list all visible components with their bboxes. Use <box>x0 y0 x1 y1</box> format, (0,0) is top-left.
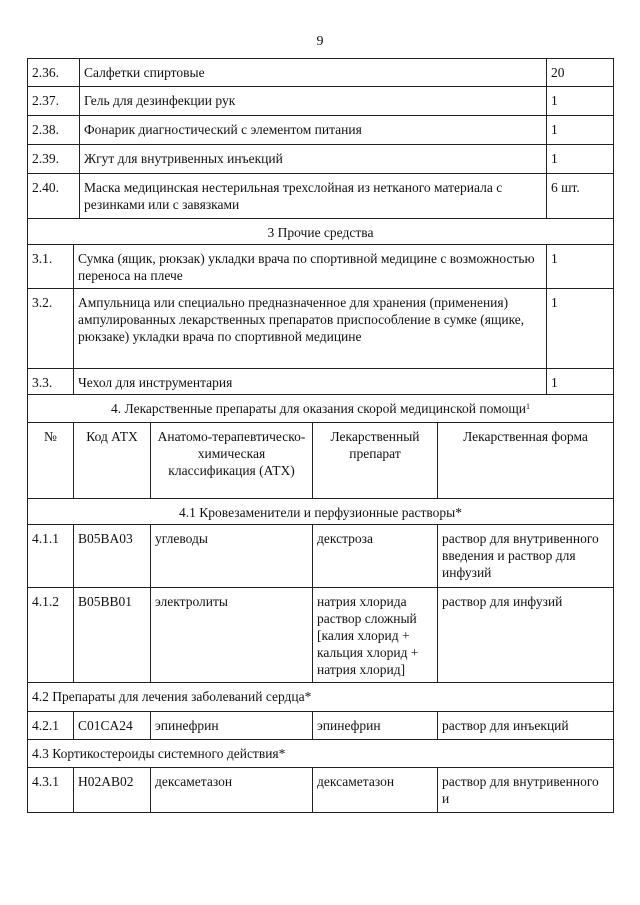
column-header-form: Лекарственная форма <box>437 423 613 498</box>
drug-name: декстроза <box>312 525 437 587</box>
item-number: 3.1. <box>32 251 53 266</box>
item-number: 2.37. <box>32 93 59 108</box>
item-name: Ампульница или специально предназначенное для хранения (применения) ампулированных лекарственных препаратов приспособление в сумке (ящике, рюкзаке) укладки врача по спортивной медицине <box>73 289 546 368</box>
item-name: Маска медицинская нестерильная трехслойная из нетканого материала с резинками или с завязками <box>79 174 546 218</box>
drug-form: раствор для инфузий <box>437 588 613 682</box>
subsection-title: 4.2 Препараты для лечения заболеваний сердца* <box>32 689 312 704</box>
drug-name: натрия хлорида раствор сложный [калия хлорид + кальция хлорид + натрия хлорид] <box>312 588 437 682</box>
drug-form: раствор для инъекций <box>437 712 613 739</box>
table-row <box>27 116 614 145</box>
item-number: 2.38. <box>32 122 59 137</box>
item-quantity: 1 <box>546 289 613 368</box>
atc-code: C01CA24 <box>73 712 150 739</box>
item-number: 2.39. <box>32 151 59 166</box>
column-header-drug: Лекарственный препарат <box>312 423 437 498</box>
table-row <box>27 58 614 87</box>
column-header-atc-class: Анатомо-терапевтическо-химическая классификация (АТХ) <box>150 423 312 498</box>
item-number: 4.1.1 <box>32 531 59 546</box>
item-number: 2.36. <box>32 65 59 80</box>
table-row <box>27 768 614 813</box>
column-header-number: № <box>44 429 57 444</box>
table-row <box>27 174 614 219</box>
item-name: Сумка (ящик, рюкзак) укладки врача по спортивной медицине с возможностью переноса на плече <box>73 245 546 288</box>
item-number: 2.40. <box>32 180 59 195</box>
table-row <box>27 245 614 289</box>
section-header <box>27 395 614 423</box>
subsection-header <box>27 499 614 525</box>
table-row <box>27 369 614 395</box>
item-quantity: 6 шт. <box>546 174 613 218</box>
item-quantity: 20 <box>546 59 613 86</box>
item-quantity: 1 <box>546 245 613 288</box>
footnote-marker: 1 <box>525 402 530 411</box>
item-name: Гель для дезинфекции рук <box>79 87 546 115</box>
item-number: 3.2. <box>32 295 53 310</box>
section-header <box>27 219 614 245</box>
item-number: 3.3. <box>32 375 53 390</box>
atc-class: эпинефрин <box>150 712 312 739</box>
supplies-table <box>27 58 614 813</box>
table-row <box>27 588 614 683</box>
subsection-title: 4.3 Кортикостероиды системного действия* <box>32 746 286 761</box>
item-number: 4.1.2 <box>32 594 59 609</box>
atc-code: B05BB01 <box>73 588 150 682</box>
table-header-row <box>27 423 614 499</box>
subsection-header <box>27 740 614 768</box>
subsection-header <box>27 683 614 712</box>
item-name: Чехол для инструментария <box>73 369 546 394</box>
table-row <box>27 712 614 740</box>
atc-class: углеводы <box>150 525 312 587</box>
item-quantity: 1 <box>546 116 613 144</box>
subsection-title: 4.1 Кровезаменители и перфузионные растворы* <box>179 505 462 520</box>
section-title: 4. Лекарственные препараты для оказания скорой медицинской помощи$^1$ <box>111 401 530 416</box>
drug-form: раствор для внутривенного и <box>437 768 613 812</box>
drug-name: эпинефрин <box>312 712 437 739</box>
atc-class: дексаметазон <box>150 768 312 812</box>
drug-name: дексаметазон <box>312 768 437 812</box>
item-name: Жгут для внутривенных инъекций <box>79 145 546 173</box>
item-quantity: 1 <box>546 369 613 394</box>
column-header-atc-code: Код АТХ <box>73 423 150 498</box>
item-quantity: 1 <box>546 87 613 115</box>
atc-class: электролиты <box>150 588 312 682</box>
item-number: 4.3.1 <box>32 774 59 789</box>
table-row <box>27 87 614 116</box>
item-quantity: 1 <box>546 145 613 173</box>
section-title: 3 Прочие средства <box>267 225 374 240</box>
item-name: Салфетки спиртовые <box>79 59 546 86</box>
page-number: 9 <box>316 34 324 49</box>
atc-code: H02AB02 <box>73 768 150 812</box>
table-row <box>27 525 614 588</box>
table-row <box>27 145 614 174</box>
atc-code: B05BA03 <box>73 525 150 587</box>
item-name: Фонарик диагностический с элементом питания <box>79 116 546 144</box>
item-number: 4.2.1 <box>32 718 59 733</box>
table-row <box>27 289 614 369</box>
drug-form: раствор для внутривенного введения и раствор для инфузий <box>437 525 613 587</box>
